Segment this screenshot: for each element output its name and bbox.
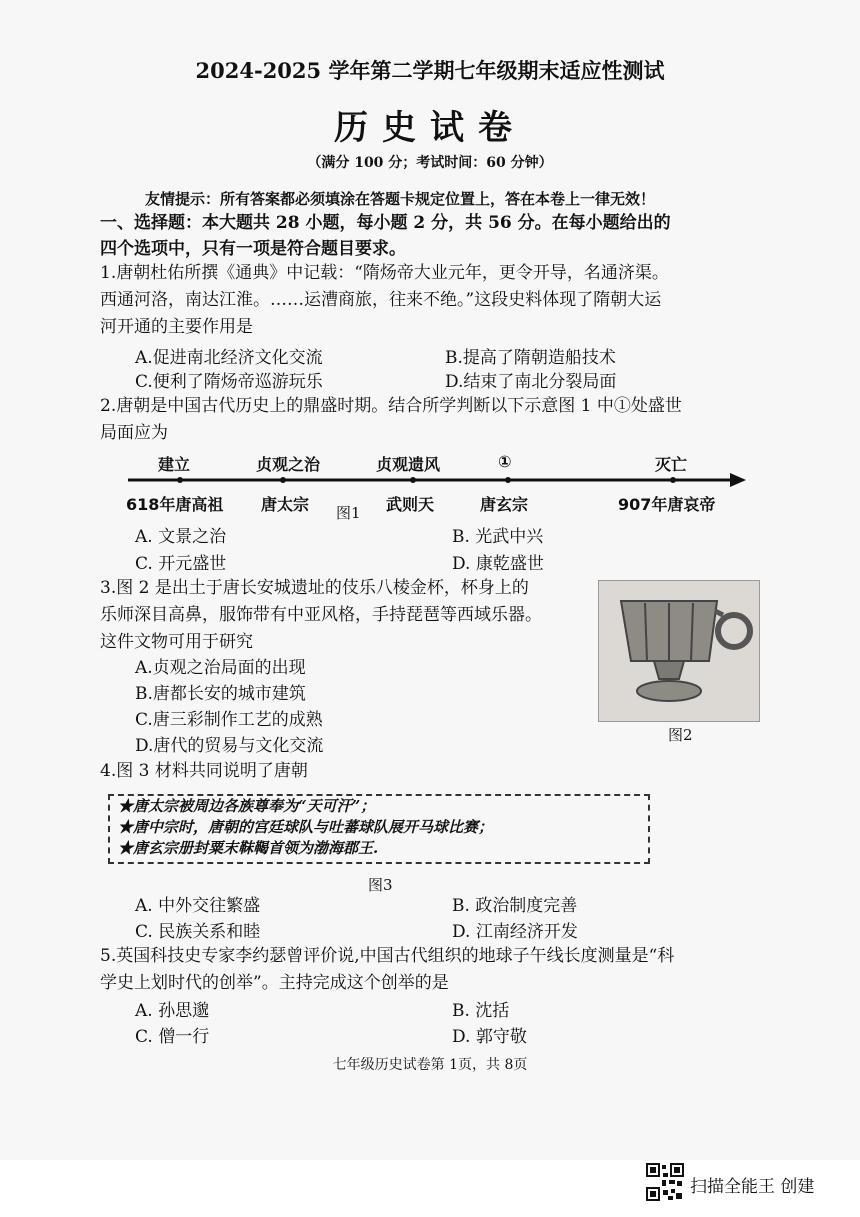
timeline-bottom-label: 907年唐哀帝	[618, 495, 716, 514]
qr-code-drawing	[646, 1163, 684, 1201]
option-c: C. 僧一行	[135, 1027, 210, 1047]
figure-caption: 图2	[668, 726, 693, 744]
timeline-top-label: 灭亡	[655, 455, 688, 474]
option-b: B.唐都长安的城市建筑	[135, 684, 306, 704]
option-c: C. 民族关系和睦	[135, 922, 261, 942]
timeline-top-label: ①	[498, 452, 512, 471]
question-text: 1.唐朝杜佑所撰《通典》中记载：“隋炀帝大业元年，更令开导，名通济渠。	[100, 263, 669, 283]
timeline-top-label: 贞观遗风	[376, 455, 441, 474]
material-box	[108, 794, 650, 864]
option-a: A. 文景之治	[135, 527, 227, 547]
question-text: 4.图 3 材料共同说明了唐朝	[100, 761, 308, 781]
qr-code-icon	[646, 1163, 684, 1201]
option-b: B.提高了隋朝造船技术	[445, 348, 616, 368]
section-heading	[100, 210, 760, 262]
question-1	[100, 260, 790, 341]
timeline-bottom-label: 武则天	[386, 495, 435, 514]
question-text: 3.图 2 是出土于唐长安城遗址的伎乐八棱金杯，杯身上的	[100, 578, 529, 598]
question-text: 学史上划时代的创举”。主持完成这个创举的是	[100, 973, 449, 993]
option-d: D.唐代的贸易与文化交流	[135, 736, 324, 756]
option-d: D. 康乾盛世	[452, 554, 544, 574]
friendly-tip: 友情提示：所有答案都必须填涂在答题卡规定位置上，答在本卷上一律无效！	[145, 190, 656, 208]
question-text: 河开通的主要作用是	[100, 317, 253, 337]
option-c: C.便利了隋炀帝巡游玩乐	[135, 372, 323, 392]
option-c: C. 开元盛世	[135, 554, 227, 574]
question-text: 这件文物可用于研究	[100, 632, 253, 652]
gold-cup-image	[598, 580, 760, 722]
question-3	[100, 575, 600, 656]
option-d: D.结束了南北分裂局面	[445, 372, 617, 392]
timeline-figure	[118, 450, 758, 520]
timeline-bottom-label: 唐太宗	[261, 495, 310, 514]
question-text: 5.英国科技史专家李约瑟曾评价说,中国古代组织的地球子午线长度测量是“科	[100, 946, 675, 966]
timeline-bottom-label: 唐玄宗	[480, 495, 529, 514]
question-5	[100, 943, 790, 997]
timeline-top-label: 贞观之治	[256, 455, 321, 474]
gold-cup-drawing	[599, 581, 759, 721]
section-heading-line: 四个选项中，只有一项是符合题目要求。	[100, 239, 406, 259]
question-text: 西通河洛，南达江淮。……运漕商旅，往来不绝。”这段史料体现了隋朝大运	[100, 290, 662, 310]
option-a: A. 孙思邈	[135, 1001, 210, 1021]
option-b: B. 沈括	[452, 1001, 510, 1021]
question-4	[100, 758, 790, 785]
material-line: ★唐中宗时，唐朝的宫廷球队与吐蕃球队展开马球比赛；	[118, 818, 494, 836]
option-d: D. 郭守敬	[452, 1027, 527, 1047]
material-line: ★唐玄宗册封粟末靺鞨首领为渤海郡王.	[118, 839, 379, 857]
option-a: A.贞观之治局面的出现	[135, 658, 306, 678]
option-b: B. 光武中兴	[452, 527, 544, 547]
option-a: A. 中外交往繁盛	[135, 896, 261, 916]
score-time: （满分 100 分；考试时间：60 分钟）	[307, 155, 553, 171]
question-text: 乐师深目高鼻，服饰带有中亚风格，手持琵琶等西域乐器。	[100, 605, 542, 625]
figure-caption: 图3	[368, 876, 393, 894]
page-footer: 七年级历史试卷第 1页，共 8页	[332, 1057, 528, 1073]
timeline-top-label: 建立	[158, 455, 191, 474]
question-text: 局面应为	[100, 423, 168, 443]
timeline-bottom-label: 618年唐高祖	[126, 495, 224, 514]
exam-title: 2024-2025 学年第二学期七年级期末适应性测试	[195, 58, 665, 83]
subject-title: 历史试卷	[334, 108, 526, 148]
question-2	[100, 393, 790, 447]
option-c: C.唐三彩制作工艺的成熟	[135, 710, 323, 730]
option-d: D. 江南经济开发	[452, 922, 578, 942]
option-b: B. 政治制度完善	[452, 896, 578, 916]
figure-caption: 图1	[336, 504, 361, 522]
scanner-watermark: 扫描全能王 创建	[690, 1177, 815, 1197]
question-text: 2.唐朝是中国古代历史上的鼎盛时期。结合所学判断以下示意图 1 中①处盛世	[100, 396, 682, 416]
material-line: ★唐太宗被周边各族尊奉为“天可汗”；	[118, 797, 376, 815]
option-a: A.促进南北经济文化交流	[135, 348, 323, 368]
section-heading-line: 一、选择题：本大题共 28 小题，每小题 2 分，共 56 分。在每小题给出的	[100, 213, 671, 233]
